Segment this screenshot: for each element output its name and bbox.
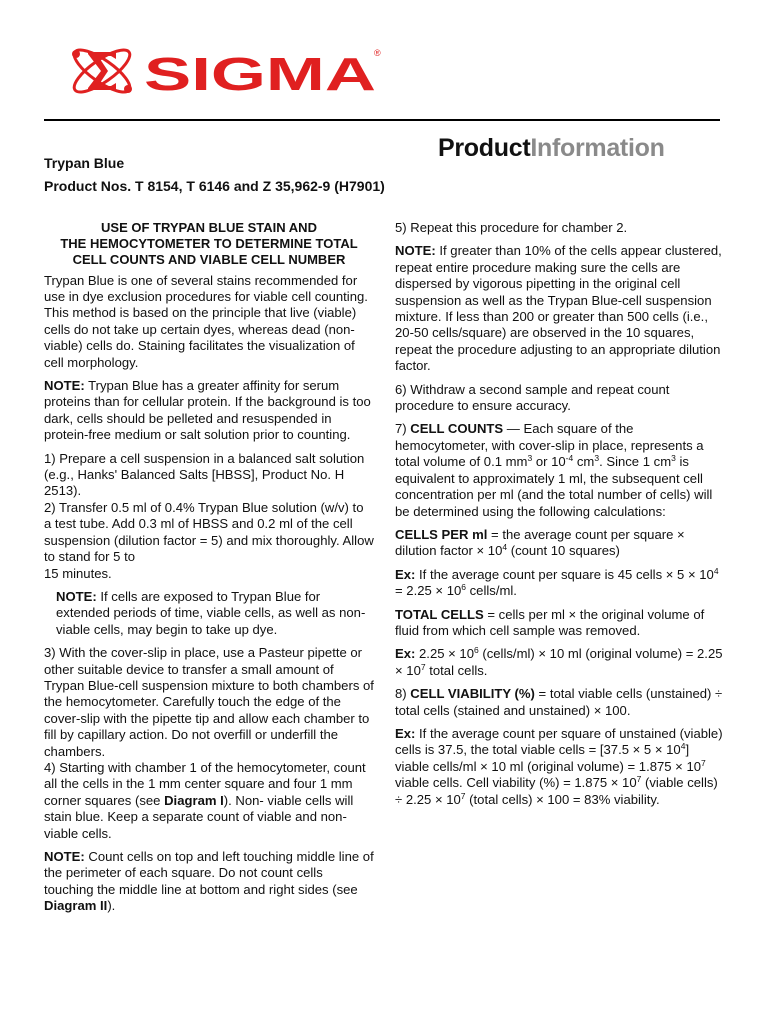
step-6: 6) Withdraw a second sample and repeat count procedure to ensure accuracy.: [395, 381, 670, 414]
atom-sigma-icon: [69, 43, 136, 99]
product-numbers: Product Nos. T 8154, T 6146 and Z 35,962-9 (H7901): [44, 178, 385, 194]
sigma-logo: [62, 34, 392, 112]
note-counting-lines: NOTE: Count cells on top and left touching middle line of the perimeter of each square. Do not count cells touching the middle line at bottom and right sides (see Diagram II).: [44, 849, 374, 914]
header-rule: [44, 119, 720, 121]
step-8-cell-viability: 8) CELL VIABILITY (%) = total viable cells (unstained) ÷ total cells (stained and unstained) × 100.: [395, 686, 723, 718]
intro-paragraph: Trypan Blue is one of several stains recommended for use in dye exclusion procedures for viable cell counting. This method is based on the principle that live (viable) cells do not take up certain dyes, whereas dead (non-viable) cells do. Staining facilitates the visualization of cell morphology.: [44, 272, 368, 370]
example-cells-per-ml: Ex: If the average count per square is 45 cells × $5 \times 10^4 = 2.25 \times 10^6$ cells/ml.: [395, 565, 719, 599]
product-title: Trypan Blue: [44, 155, 125, 171]
step-7-cell-counts: 7) CELL COUNTS — Each square of the hemocytometer, with cover-slip in place, represents a total volume of 0.1 $mm^3$ or $10^{-4}$ $cm^3$. Since 1 $cm^3$ is equivalent to approximately 1 ml, the subsequent cell concentration per ml (and the total number of cells) will be determined using the following calculations:: [395, 421, 713, 519]
example-total-cells: Ex: $2.25 \times 10^6$ (cells/ml) × 10 ml (original volume) = $2.25 \times 10^7$ total cells.: [395, 645, 723, 678]
example-viability: Ex: If the average count per square of unstained (viable) cells is 37.5, the total viable cells = $[37.5 \times 5 \times 10^4]$ viable cells/ml × 10 ml (original volume) = $1.875 \times 10^7$ viable cells. Cell viability (%) = $1.875 \times 10^7$ (viable cells) ÷ $2.25 \times 10^7$ (total cells) × 100 = 83% viability.: [395, 725, 723, 807]
note-clustered: NOTE: If greater than 10% of the cells appear clustered, repeat entire procedure making sure the cells are dispersed by vigorous pipetting in the original cell suspension as well as the Trypan Blue-cell suspension mixture. If less than 200 or greater than 500 cells (i.e., 20-50 cells/square) are observed in the 10 squares, repeat the procedure adjusting to an appropriate dilution factor.: [395, 243, 722, 374]
note-exposure: NOTE: If cells are exposed to Trypan Blue for extended periods of time, viable cells, as well as non-viable cells, may begin to take up dye.: [56, 588, 366, 637]
step-4: 4) Starting with chamber 1 of the hemocytometer, count all the cells in the 1 mm center square and four 1 mm corner squares (see Diagram I). Non- viable cells will stain blue. Keep a separate count of viable and non-viable cells.: [44, 759, 366, 841]
note-serum-proteins: NOTE: Trypan Blue has a greater affinity for serum proteins than for cellular protein. If the background is too dark, cells should be pelleted and resuspended in protein-free medium or salt solution prior to counting.: [44, 378, 371, 443]
section-heading: USE OF TRYPAN BLUE STAIN AND THE HEMOCYTOMETER TO DETERMINE TOTAL CELL COUNTS AND VIABLE CELL NUMBER: [60, 220, 358, 268]
cells-per-ml-formula: CELLS PER ml = the average count per square × dilution factor × $10^4$ (count 10 squares): [395, 526, 685, 559]
step-3: 3) With the cover-slip in place, use a Pasteur pipette or other suitable device to transfer a small amount of Trypan Blue-cell suspension mixture to both chambers of the hemocytometer. Carefully touch the edge of the cover-slip with the pipette tip and allow each chamber to fill by capillary action. Do not overfill or underfill the chambers.: [44, 645, 374, 759]
right-column: [395, 220, 725, 815]
product-information-label: ProductInformation: [438, 134, 665, 162]
step-1: 1) Prepare a cell suspension in a balanced salt solution (e.g., Hanks' Balanced Salts [HBSS], Product No. H 2513).: [44, 450, 365, 499]
left-column: [44, 220, 374, 922]
registered-mark: ®: [374, 48, 381, 58]
step-2-end: 15 minutes.: [44, 565, 112, 581]
step-2: 2) Transfer 0.5 ml of 0.4% Trypan Blue solution (w/v) to a test tube. Add 0.3 ml of HBSS and 0.2 ml of the cell suspension (dilution factor = 5) and mix thoroughly. Allow to stand for 5 to: [44, 499, 374, 565]
logo-text: SIGMA: [144, 48, 376, 100]
total-cells-formula: TOTAL CELLS = cells per ml × the original volume of fluid from which cell sample was removed.: [395, 606, 705, 638]
step-5: 5) Repeat this procedure for chamber 2.: [395, 220, 628, 235]
